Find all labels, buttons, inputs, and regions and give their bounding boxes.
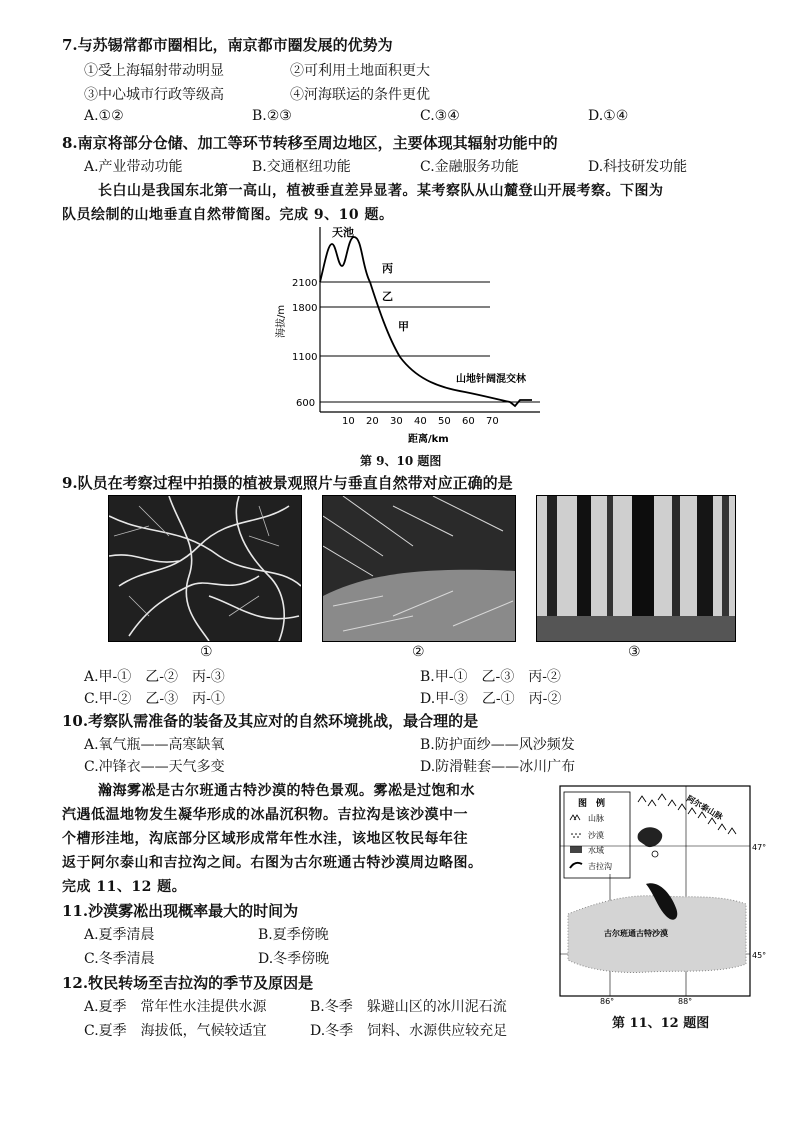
q9-option-a[interactable]: A.甲-① 乙-② 丙-③: [84, 669, 225, 685]
lat-47-label: 47°: [752, 843, 767, 852]
photo-label-1: ①: [200, 644, 213, 660]
intro2-line-5: 完成 11、12 题。: [62, 879, 187, 895]
q7-item-1: ①受上海辐射带动明显: [84, 63, 224, 79]
elevation-profile-chart: [270, 222, 550, 450]
xtick-30: 30: [390, 416, 403, 427]
photo-label-3: ③: [628, 644, 641, 660]
q11-option-b[interactable]: B.夏季傍晚: [258, 927, 329, 943]
q7-option-d[interactable]: D.①④: [588, 108, 629, 124]
x-axis-label: 距离/km: [408, 434, 449, 445]
q10-option-a[interactable]: A.氧气瓶——高寒缺氧: [84, 737, 225, 753]
q10-option-b[interactable]: B.防护面纱——风沙频发: [420, 737, 575, 753]
q9-option-b[interactable]: B.甲-① 乙-③ 丙-②: [420, 669, 561, 685]
lat-45-label: 45°: [752, 951, 767, 960]
q9-option-c[interactable]: C.甲-② 乙-③ 丙-①: [84, 691, 225, 707]
q10-stem: 10.考察队需准备的装备及其应对的自然环境挑战，最合理的是: [62, 712, 479, 730]
intro1-line-2: 队员绘制的山地垂直自然带简图。完成 9、10 题。: [62, 207, 394, 223]
q8-option-b[interactable]: B.交通枢纽功能: [252, 159, 351, 175]
forest-zone-label: 山地针阔混交林: [456, 374, 526, 385]
q12-option-b[interactable]: B.冬季 躲避山区的冰川泥石流: [310, 999, 507, 1015]
q7-item-2: ②可利用土地面积更大: [290, 63, 430, 79]
xtick-10: 10: [342, 416, 355, 427]
q7-option-c[interactable]: C.③④: [420, 108, 460, 124]
vegetation-photo-3: [536, 495, 736, 642]
q12-option-a[interactable]: A.夏季 常年性水洼提供水源: [84, 999, 267, 1015]
legend-desert: 沙漠: [588, 831, 604, 840]
q11-option-d[interactable]: D.冬季傍晚: [258, 951, 330, 967]
q8-option-c[interactable]: C.金融服务功能: [420, 159, 519, 175]
tianchi-label: 天池: [332, 226, 354, 239]
q12-option-d[interactable]: D.冬季 饲料、水源供应较充足: [310, 1023, 508, 1039]
q9-stem: 9.队员在考察过程中拍摄的植被景观照片与垂直自然带对应正确的是: [62, 474, 513, 492]
q7-stem: 7.与苏锡常都市圈相比，南京都市圈发展的优势为: [62, 36, 393, 54]
desert-label: 古尔班通古特沙漠: [604, 929, 668, 938]
legend-title: 图 例: [578, 799, 606, 809]
q9-option-d[interactable]: D.甲-③ 乙-① 丙-②: [420, 691, 562, 707]
legend-jilagou: 吉拉沟: [588, 862, 612, 871]
water-legend-icon: [570, 846, 582, 853]
intro1-line-1: 长白山是我国东北第一高山，植被垂直差异显著。某考察队从山麓登山开展考察。下图为: [98, 183, 664, 199]
photo-label-2: ②: [412, 644, 425, 660]
q8-option-a[interactable]: A.产业带动功能: [84, 159, 183, 175]
lon-88-label: 88°: [678, 997, 693, 1004]
figure-9-10-caption: 第 9、10 题图: [360, 454, 442, 468]
legend-mountain: 山脉: [588, 814, 604, 823]
y-axis-label: 海拔/m: [276, 304, 287, 338]
q10-option-c[interactable]: C.冲锋衣——天气多变: [84, 759, 225, 775]
xtick-50: 50: [438, 416, 451, 427]
ytick-1800: 1800: [292, 303, 318, 314]
q10-option-d[interactable]: D.防滑鞋套——冰川广布: [420, 759, 576, 775]
q8-stem: 8.南京将部分仓储、加工等环节转移至周边地区，主要体现其辐射功能中的: [62, 134, 558, 152]
q7-option-b[interactable]: B.②③: [252, 108, 292, 124]
xtick-40: 40: [414, 416, 427, 427]
q12-option-c[interactable]: C.夏季 海拔低，气候较适宜: [84, 1023, 267, 1039]
mountain-label: 阿尔泰山脉: [685, 793, 725, 822]
ytick-2100: 2100: [292, 278, 318, 289]
legend-water: 水域: [588, 846, 604, 855]
xtick-70: 70: [486, 416, 499, 427]
intro2-line-3: 个槽形洼地，沟底部分区域形成常年性水洼，该地区牧民每年往: [62, 831, 468, 847]
q11-option-a[interactable]: A.夏季清晨: [84, 927, 155, 943]
q7-option-a[interactable]: A.①②: [84, 108, 124, 124]
q11-option-c[interactable]: C.冬季清晨: [84, 951, 155, 967]
ytick-600: 600: [296, 398, 316, 409]
vegetation-photo-2: [322, 495, 516, 642]
ytick-1100: 1100: [292, 352, 318, 363]
zone-bing-label: 丙: [382, 262, 393, 275]
vegetation-photo-1: [108, 495, 302, 642]
figure-11-12-caption: 第 11、12 题图: [612, 1016, 710, 1031]
xtick-20: 20: [366, 416, 379, 427]
q11-stem: 11.沙漠雾凇出现概率最大的时间为: [62, 902, 299, 920]
intro2-line-4: 返于阿尔泰山和吉拉沟之间。右图为古尔班通古特沙漠周边略图。: [62, 855, 483, 871]
intro2-line-1: 瀚海雾凇是古尔班通古特沙漠的特色景观。雾凇是过饱和水: [98, 783, 475, 799]
q7-item-3: ③中心城市行政等级高: [84, 87, 224, 103]
desert-map: [558, 784, 778, 1004]
q7-item-4: ④河海联运的条件更优: [290, 87, 430, 103]
zone-yi-label: 乙: [382, 290, 393, 303]
q12-stem: 12.牧民转场至吉拉沟的季节及原因是: [62, 974, 314, 992]
xtick-60: 60: [462, 416, 475, 427]
zone-jia-label: 甲: [398, 320, 409, 333]
lon-86-label: 86°: [600, 997, 615, 1004]
intro2-line-2: 汽遇低温地物发生凝华形成的冰晶沉积物。吉拉沟是该沙漠中一: [62, 807, 468, 823]
q8-option-d[interactable]: D.科技研发功能: [588, 159, 688, 175]
